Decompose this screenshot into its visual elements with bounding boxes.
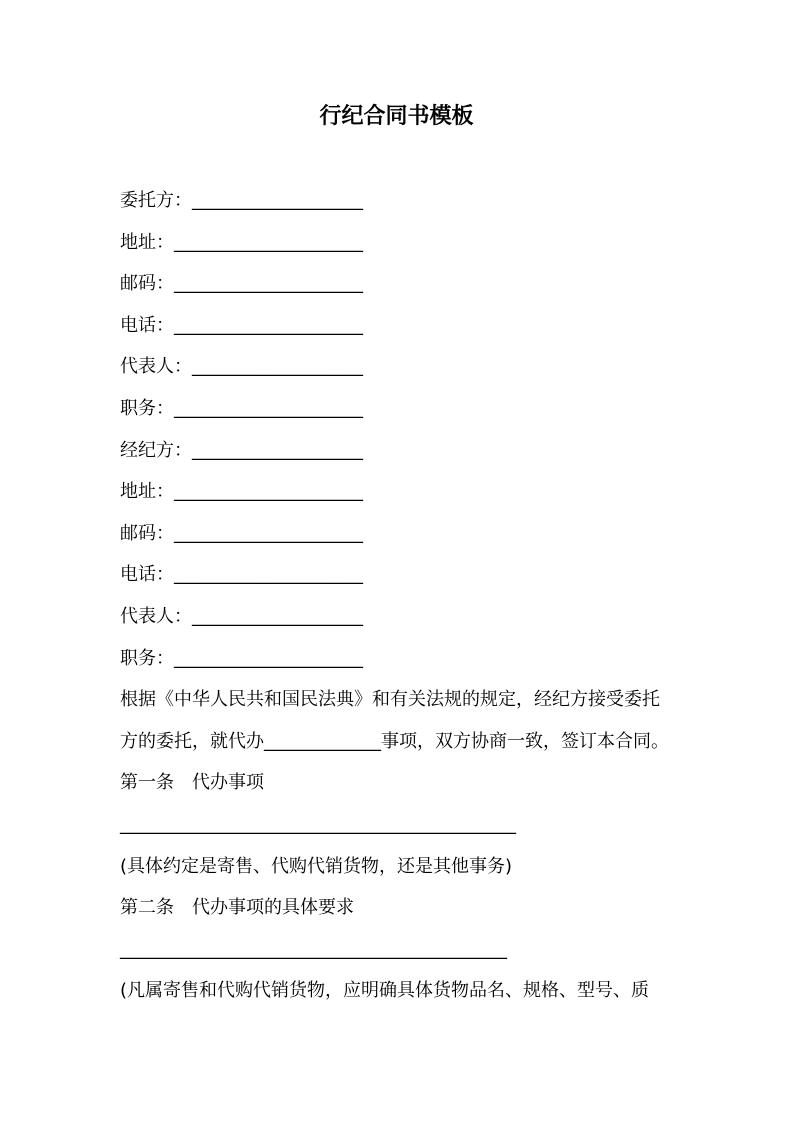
article-2-note [120, 970, 680, 1012]
client-representative-text: 代表人：___________________ [120, 356, 363, 378]
client-party-text: 委托方：___________________ [120, 190, 363, 211]
article-1-note [120, 846, 680, 888]
client-party-line [120, 180, 680, 222]
client-phone-line [120, 305, 680, 347]
broker-phone-text: 电话：_____________________ [120, 564, 363, 586]
broker-position-line [120, 638, 680, 680]
client-phone-text: 电话：_____________________ [120, 314, 363, 336]
document-body [120, 180, 680, 1012]
client-address-line [120, 222, 680, 264]
client-representative-line [120, 346, 680, 388]
client-postcode-text: 邮码：_____________________ [120, 273, 363, 295]
broker-address-line [120, 471, 680, 513]
article-1-note-text: (具体约定是寄售、代购代销货物，还是其他事务) [120, 855, 513, 877]
client-postcode-line [120, 263, 680, 305]
preamble-line-1 [120, 679, 680, 721]
broker-position-text: 职务：_____________________ [120, 647, 363, 669]
article-1-blank [120, 804, 680, 846]
broker-postcode-text: 邮码：_____________________ [120, 522, 363, 544]
broker-party-line [120, 430, 680, 472]
preamble-text-2: 方的委托，就代办_____________事项，双方协商一致，签订本合同。 [120, 730, 669, 752]
article-1-heading [120, 762, 680, 804]
broker-representative-line [120, 596, 680, 638]
broker-phone-line [120, 554, 680, 596]
client-position-text: 职务：_____________________ [120, 397, 363, 419]
article-2-heading [120, 887, 680, 929]
broker-address-text: 地址：_____________________ [120, 481, 363, 503]
broker-postcode-line [120, 513, 680, 555]
document-title: 行纪合同书模板 [319, 104, 474, 129]
article-1-heading-text: 第一条 代办事项 [120, 772, 264, 794]
article-2-note-text: (凡属寄售和代购代销货物，应明确具体货物品名、规格、型号、质 [120, 980, 650, 1002]
client-address-text: 地址：_____________________ [120, 231, 363, 253]
article-1-blank-text: ____________________________________________ [120, 813, 516, 835]
preamble-line-2 [120, 721, 680, 763]
article-2-blank [120, 929, 680, 971]
preamble-text-1: 根据《中华人民共和国民法典》和有关法规的规定，经纪方接受委托 [120, 689, 660, 711]
article-2-blank-text: ___________________________________________ [120, 938, 507, 960]
broker-party-text: 经纪方：___________________ [120, 439, 363, 461]
client-position-line [120, 388, 680, 430]
broker-representative-text: 代表人：___________________ [120, 605, 363, 627]
article-2-heading-text: 第二条 代办事项的具体要求 [120, 897, 354, 919]
